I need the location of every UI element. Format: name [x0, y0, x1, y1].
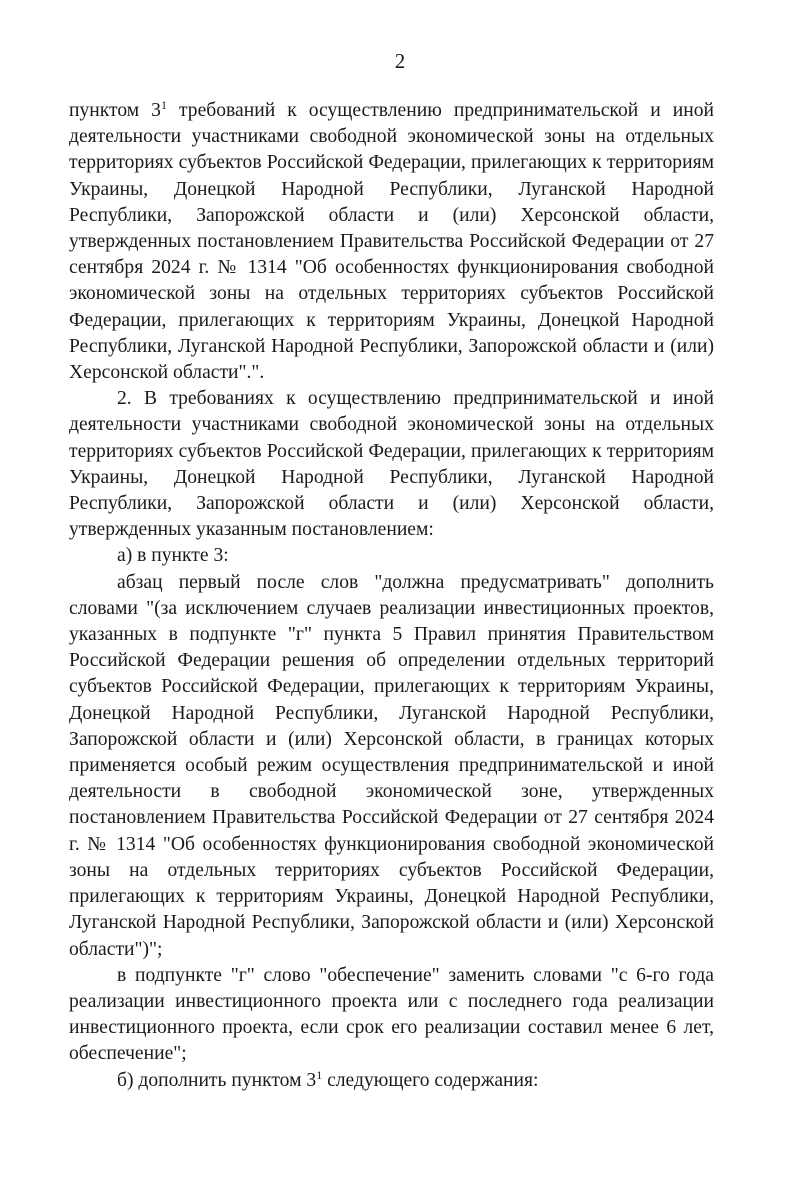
- paragraph-amendment-first: абзац первый после слов "должна предусматривать" дополнить словами "(за исключением случаев реализации инвестиционных проектов, указанных в подпункте "г" пункта 5 Правил принятия Правительством Российской Федерации решения об определении отдельных территорий субъектов Российской Федерации, прилегающих к территориям Украины, Донецкой Народной Республики, Луганской Народной Республики, Запорожской области и (или) Херсонской области, в границах которых применяется особый режим осуществления предпринимательской и иной деятельности в свободной экономической зоне, утвержденных постановлением Правительства Российской Федерации от 27 сентября 2024 г. № 1314 "Об особенностях функционирования свободной экономической зоны на отдельных территориях субъектов Российской Федерации, прилегающих к территориям Украины, Донецкой Народной Республики, Луганской Народной Республики, Запорожской области и (или) Херсонской области")";: [69, 571, 714, 960]
- paragraph-text: следующего содержания:: [322, 1069, 539, 1091]
- paragraph-subitem-a: а) в пункте 3:: [117, 545, 229, 567]
- paragraph-continuation: [69, 98, 714, 386]
- page-number: 2: [394, 49, 406, 73]
- paragraph-text: б) дополнить пунктом 3: [117, 1069, 317, 1091]
- paragraph-text: требований к осуществлению предпринимательской и иной деятельности участниками свободной экономической зоны на отдельных территориях субъектов Российской Федерации, прилегающих к территориям Украины, Донецкой Народной Республики, Луганской Народной Республики, Запорожской области и (или) Херсонской области, утвержденных постановлением Правительства Российской Федерации от 27 сентября 2024 г. № 1314 "Об особенностях функционирования свободной экономической зоны на отдельных территориях субъектов Российской Федерации, прилегающих к территориям Украины, Донецкой Народной Республики, Луганской Народной Республики, Запорожской области и (или) Херсонской области".".: [69, 100, 714, 384]
- paragraph-amendment-subitem-g: в подпункте "г" слово "обеспечение" заменить словами "с 6-го года реализации инвестиционного проекта или с последнего года реализации инвестиционного проекта, если срок его реализации составил менее 6 лет, обеспечение";: [69, 964, 714, 1065]
- superscript-number: 1: [160, 98, 167, 112]
- superscript-number: 1: [316, 1067, 323, 1082]
- paragraph-item-2: 2. В требованиях к осуществлению предпринимательской и иной деятельности участниками свободной экономической зоны на отдельных территориях субъектов Российской Федерации, прилегающих к территориям Украины, Донецкой Народной Республики, Луганской Народной Республики, Запорожской области и (или) Херсонской области, утвержденных указанным постановлением:: [69, 388, 714, 541]
- document-body: [69, 98, 714, 1094]
- paragraph-text: пунктом 3: [69, 100, 161, 121]
- paragraph-subitem-b: [69, 1068, 714, 1094]
